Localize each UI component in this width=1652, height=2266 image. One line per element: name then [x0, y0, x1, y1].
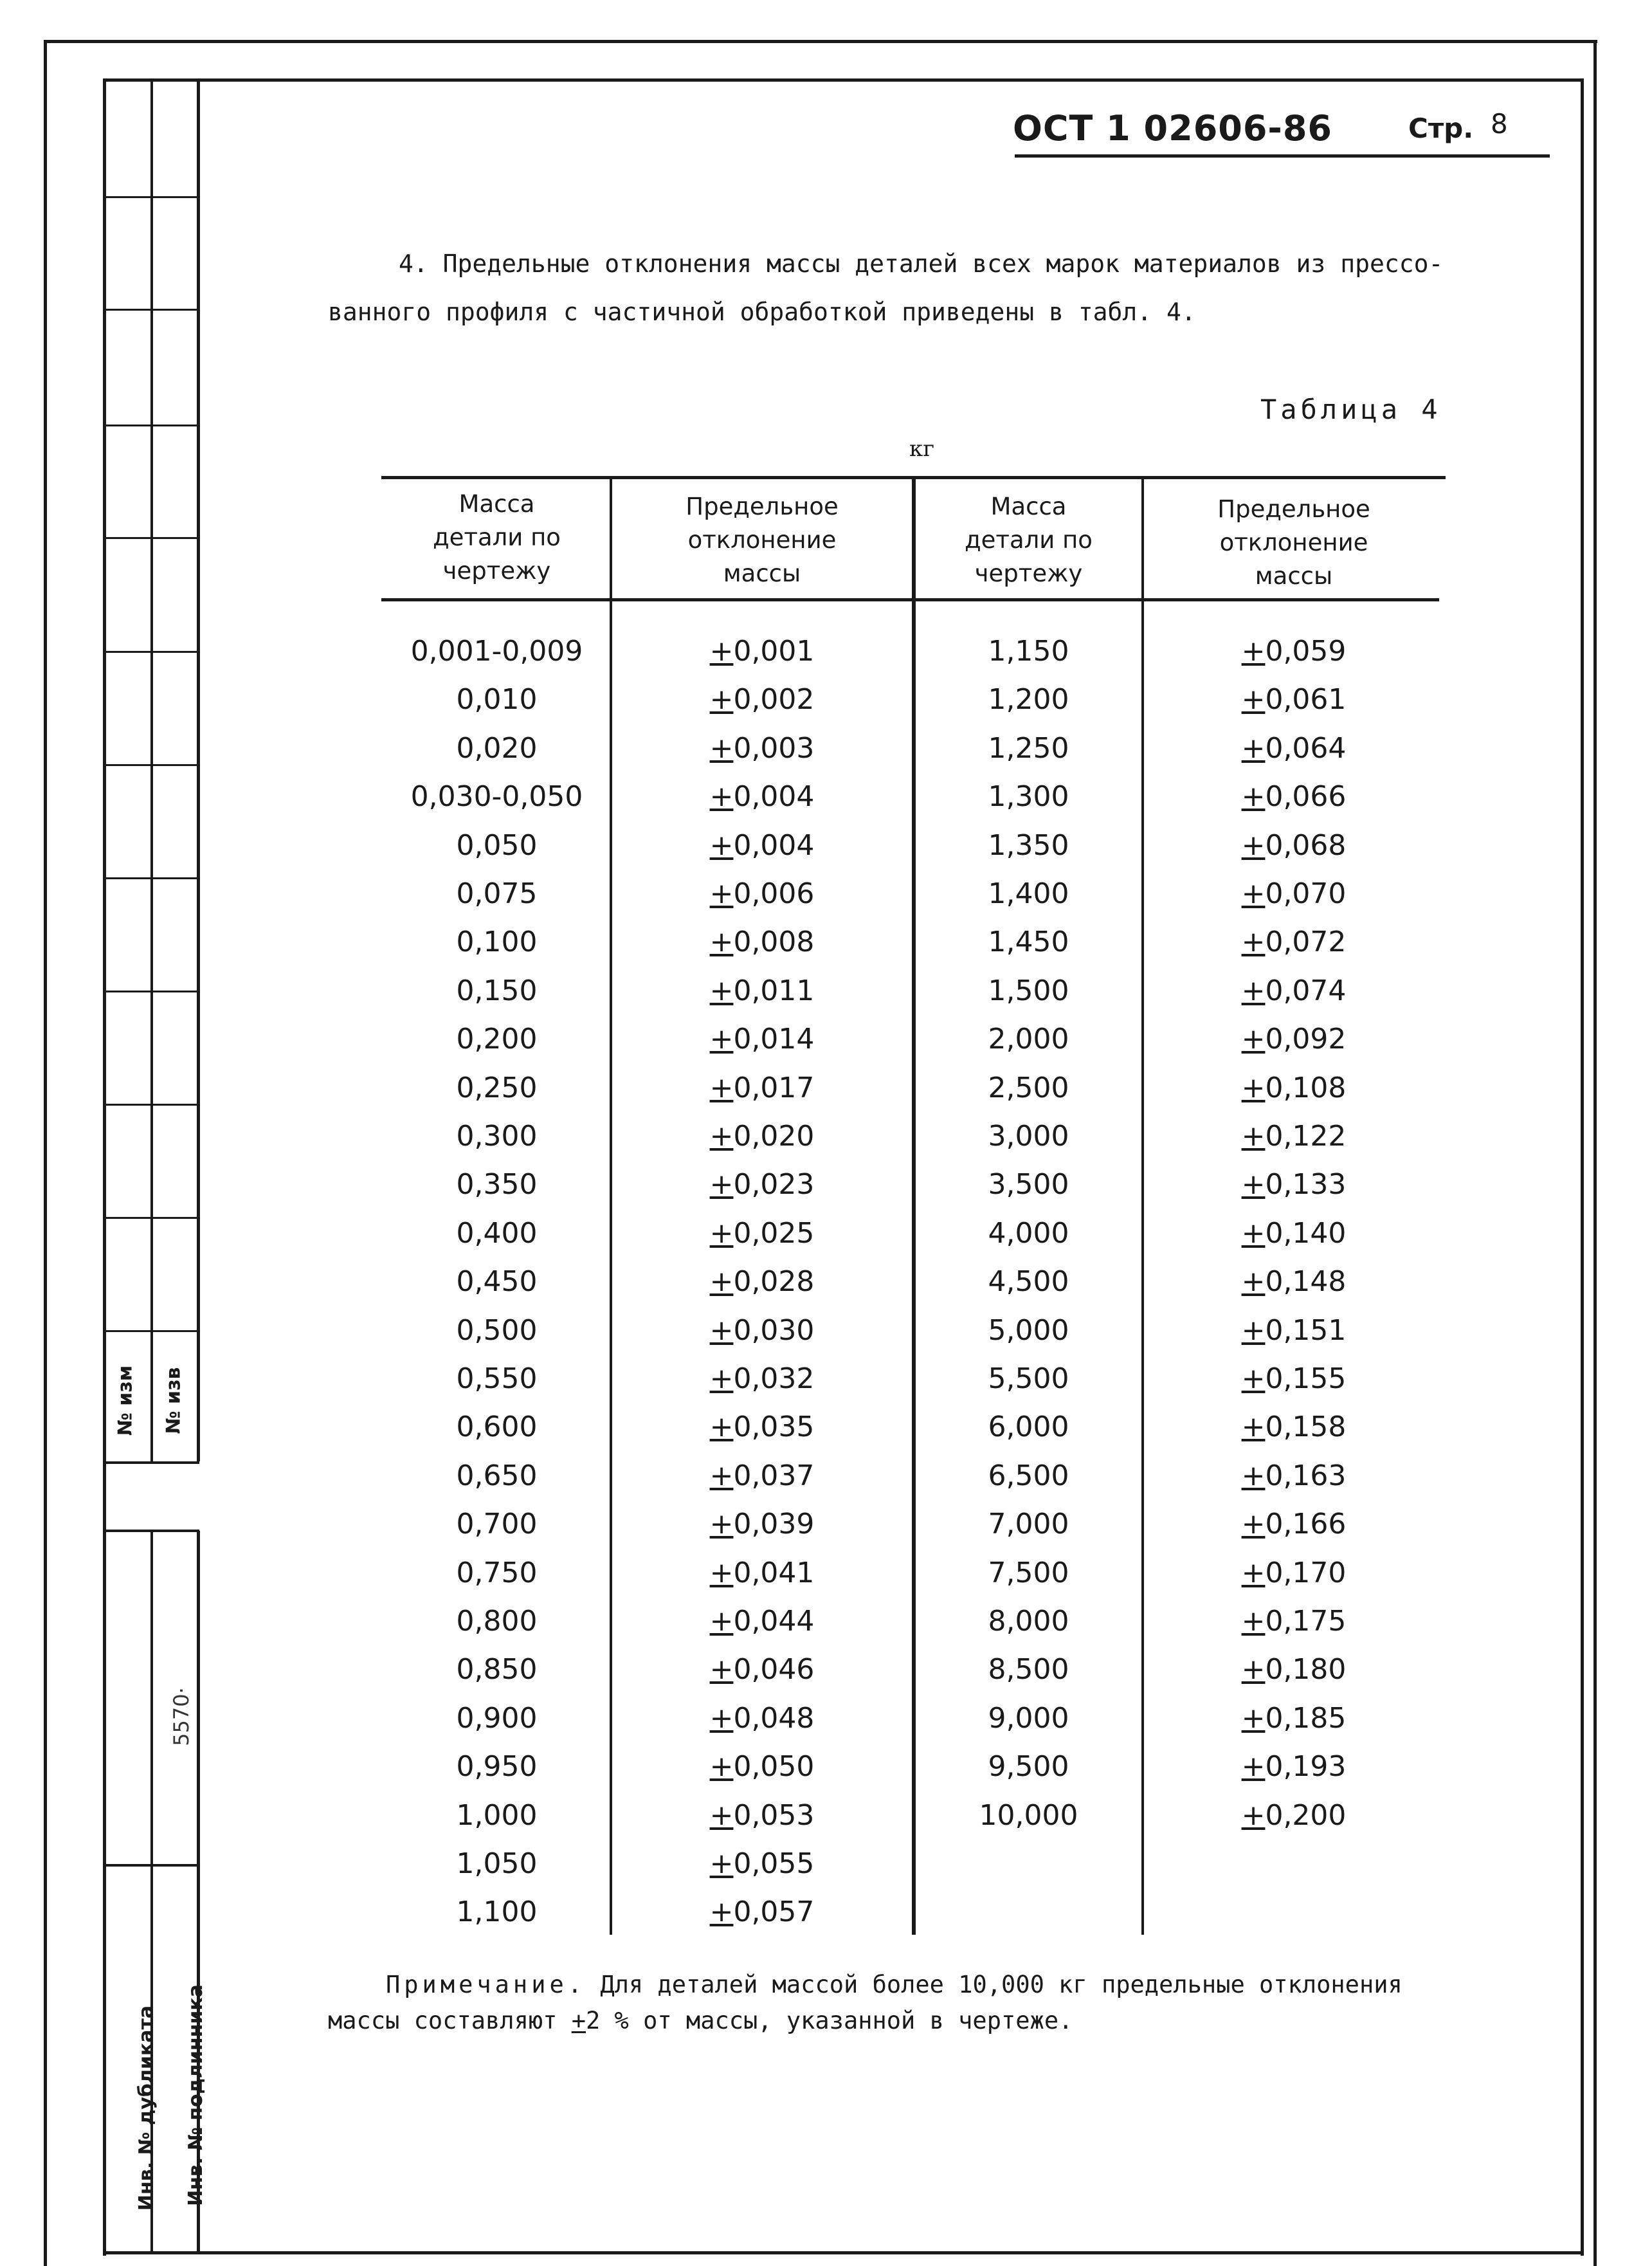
deviation-cell [1146, 772, 1442, 821]
mass-cell: 0,300 [456, 1120, 538, 1153]
label-dub: Инв. № дубликата [135, 2005, 158, 2211]
mass-cell: 0,010 [456, 683, 538, 717]
plus-minus-sign: + [709, 974, 734, 1007]
plus-minus-sign: + [709, 1701, 734, 1735]
strip-tick [103, 1330, 199, 1332]
deviation-cell [614, 1742, 910, 1791]
note-label: Примечание. [386, 1971, 586, 1998]
plus-minus-sign: + [709, 877, 734, 910]
deviation-value: 0,025 [733, 1216, 815, 1250]
deviation-value: 0,003 [733, 731, 815, 765]
deviation-value: 0,053 [733, 1798, 815, 1832]
strip-tick [103, 309, 199, 311]
deviation-value: 0,030 [733, 1313, 815, 1347]
deviation-cell [614, 1597, 910, 1645]
deviation-value: 0,057 [733, 1896, 815, 1929]
plus-minus-sign: + [1241, 1508, 1266, 1541]
mass-cell: 1,000 [456, 1798, 538, 1832]
deviation-value: 0,072 [1265, 926, 1347, 959]
intro-line-1: 4. Предельные отклонения массы деталей всех марок материалов из прессо- [399, 250, 1444, 278]
deviation-value: 0,151 [1265, 1313, 1347, 1347]
inner-frame-right [1581, 78, 1584, 2256]
plus-minus-sign: + [709, 1605, 734, 1638]
plus-minus-sign: + [1241, 1701, 1266, 1735]
plus-minus-sign: + [709, 1750, 734, 1784]
plus-minus-sign: + [1241, 1216, 1266, 1250]
deviation-cell [614, 1500, 910, 1548]
mass-cell: 3,000 [988, 1120, 1069, 1153]
deviation-value: 0,193 [1265, 1750, 1347, 1784]
header-mass-2-line: чертежу [974, 560, 1083, 587]
deviation-cell [1146, 870, 1442, 918]
deviation-value: 0,061 [1265, 683, 1347, 717]
plus-minus-sign: + [1241, 1313, 1266, 1347]
strip-tick [103, 991, 199, 992]
plus-minus-sign: + [1241, 1120, 1266, 1153]
deviation-value: 0,070 [1265, 877, 1347, 910]
mass-cell: 0,050 [456, 828, 538, 862]
plus-minus-sign: + [1241, 1168, 1266, 1202]
plus-minus-sign: + [1241, 1556, 1266, 1589]
deviation-value: 0,035 [733, 1411, 815, 1444]
inner-frame-bottom [103, 2251, 1584, 2254]
table-header-rule [381, 598, 1439, 601]
deviation-value: 0,122 [1265, 1120, 1347, 1153]
mass-cell: 5,500 [988, 1362, 1069, 1395]
stamp-number: 5570· [168, 1687, 194, 1746]
plus-minus-sign: + [709, 731, 734, 765]
header-dev-2 [1146, 493, 1442, 593]
deviation-value: 0,163 [1265, 1459, 1347, 1492]
header-dev-2-line: Предельное [1217, 495, 1370, 523]
deviation-cell [1146, 1500, 1442, 1548]
mass-cell: 1,450 [988, 926, 1069, 959]
deviation-cell [614, 724, 910, 772]
mass-cell: 5,000 [988, 1313, 1069, 1347]
plus-minus-sign: + [709, 828, 734, 862]
mass-cell: 1,150 [988, 635, 1069, 668]
frame-right [1593, 40, 1597, 2266]
plus-minus-sign: + [709, 1168, 734, 1202]
plus-minus-sign: + [709, 926, 734, 959]
label-izv: № изв [162, 1367, 185, 1434]
deviation-value: 0,046 [733, 1653, 815, 1686]
mass-cell: 2,500 [988, 1071, 1069, 1104]
plus-minus-sign: + [709, 1120, 734, 1153]
mass-cell: 0,600 [456, 1411, 538, 1444]
deviation-cell [1146, 821, 1442, 870]
mass-cell: 9,000 [988, 1701, 1069, 1735]
strip-sep [103, 1864, 199, 1867]
deviation-value: 0,074 [1265, 974, 1347, 1007]
mass-cell: 10,000 [979, 1798, 1078, 1832]
mass-cell: 8,500 [988, 1653, 1069, 1686]
header-mass-1-line: чертежу [442, 557, 551, 585]
plus-minus-sign: + [1241, 1459, 1266, 1492]
header-mass-2 [917, 490, 1140, 590]
deviation-value: 0,023 [733, 1168, 815, 1202]
mass-cell: 1,500 [988, 974, 1069, 1007]
mass-cell: 3,500 [988, 1168, 1069, 1202]
mass-cell: 7,500 [988, 1556, 1069, 1589]
note-text: Для деталей массой более 10,000 кг предельные отклонения [586, 1971, 1402, 1998]
deviation-cell [1146, 1791, 1442, 1840]
mass-cell: 0,020 [456, 731, 538, 765]
deviation-value: 0,002 [733, 683, 815, 717]
plus-minus-sign: + [1241, 1071, 1266, 1104]
plus-minus-sign: + [709, 1216, 734, 1250]
frame-left [44, 40, 47, 2266]
deviation-cell [1146, 918, 1442, 966]
deviation-value: 0,055 [733, 1847, 815, 1880]
table-unit: кг [909, 436, 935, 462]
plus-minus-sign: + [1241, 1798, 1266, 1832]
deviation-cell [614, 1840, 910, 1888]
deviation-cell [1146, 1015, 1442, 1063]
deviation-value: 0,170 [1265, 1556, 1347, 1589]
plus-minus-sign: + [1241, 1653, 1266, 1686]
plus-minus-sign: + [1241, 780, 1266, 814]
deviation-cell [614, 1209, 910, 1257]
mass-cell: 0,850 [456, 1653, 538, 1686]
deviation-cell [1146, 675, 1442, 724]
mass-cell: 0,250 [456, 1071, 538, 1104]
plus-minus-sign: + [1241, 828, 1266, 862]
deviation-cell [614, 821, 910, 870]
deviation-cell [614, 1015, 910, 1063]
deviation-value: 0,020 [733, 1120, 815, 1153]
deviation-value: 0,041 [733, 1556, 815, 1589]
plus-minus-sign: + [709, 1847, 734, 1880]
plus-minus-sign: + [709, 635, 734, 668]
plus-minus-sign: + [709, 1411, 734, 1444]
mass-cell: 0,800 [456, 1605, 538, 1638]
header-dev-1-line: Предельное [685, 493, 839, 520]
strip-tick [103, 537, 199, 539]
mass-cell: 0,700 [456, 1508, 538, 1541]
plus-minus-sign: + [709, 1362, 734, 1395]
deviation-cell [614, 1355, 910, 1403]
mass-cell: 6,500 [988, 1459, 1069, 1492]
deviation-value: 0,006 [733, 877, 815, 910]
deviation-value: 0,175 [1265, 1605, 1347, 1638]
deviation-cell [614, 1549, 910, 1597]
header-mass-1-line: Масса [458, 490, 535, 518]
table-col-sep-1 [610, 476, 612, 1935]
plus-minus-sign: + [1241, 683, 1266, 717]
mass-cell: 0,550 [456, 1362, 538, 1395]
deviation-value: 0,066 [1265, 780, 1347, 814]
plus-minus-sign: + [1241, 1750, 1266, 1784]
note-text: массы составляют [328, 2007, 572, 2034]
deviation-cell [614, 1452, 910, 1500]
standard-code: ОСТ 1 02606-86 [1013, 108, 1332, 149]
plus-minus-sign: + [571, 2007, 586, 2034]
mass-cell: 7,000 [988, 1508, 1069, 1541]
plus-minus-sign: + [1241, 877, 1266, 910]
deviation-cell [1146, 1355, 1442, 1403]
header-mass-1 [386, 488, 608, 588]
strip-break-top [103, 1461, 199, 1464]
deviation-value: 0,048 [733, 1701, 815, 1735]
plus-minus-sign: + [1241, 731, 1266, 765]
deviation-value: 0,032 [733, 1362, 815, 1395]
deviation-cell [614, 1160, 910, 1209]
plus-minus-sign: + [709, 1508, 734, 1541]
mass-cell: 4,500 [988, 1265, 1069, 1299]
note-text: 2 % от массы, указанной в чертеже. [585, 2007, 1073, 2034]
deviation-cell [614, 627, 910, 675]
mass-cell: 0,950 [456, 1750, 538, 1784]
deviation-value: 0,064 [1265, 731, 1347, 765]
header-dev-1-line: массы [723, 560, 801, 587]
strip-tick [103, 764, 199, 766]
mass-cell: 0,750 [456, 1556, 538, 1589]
deviation-value: 0,180 [1265, 1653, 1347, 1686]
deviation-cell [614, 772, 910, 821]
deviation-value: 0,017 [733, 1071, 815, 1104]
mass-cell: 0,400 [456, 1216, 538, 1250]
strip-tick [103, 651, 199, 653]
label-izm: № изм [114, 1365, 137, 1436]
plus-minus-sign: + [709, 683, 734, 717]
strip-divider [150, 78, 153, 1461]
strip-tick [103, 196, 199, 198]
deviation-cell [1146, 1112, 1442, 1160]
table-col-sep-3 [1141, 476, 1144, 1935]
table-col-sep-2 [912, 476, 916, 1935]
mass-cell: 0,100 [456, 926, 538, 959]
deviation-cell [614, 1403, 910, 1451]
deviation-cell [614, 1306, 910, 1355]
deviation-cell [1146, 1694, 1442, 1742]
deviation-cell [1146, 1209, 1442, 1257]
plus-minus-sign: + [709, 1798, 734, 1832]
plus-minus-sign: + [709, 1896, 734, 1929]
header-dev-2-line: массы [1255, 562, 1333, 590]
deviation-value: 0,011 [733, 974, 815, 1007]
plus-minus-sign: + [1241, 1362, 1266, 1395]
deviation-value: 0,200 [1265, 1798, 1347, 1832]
plus-minus-sign: + [1241, 926, 1266, 959]
deviation-value: 0,059 [1265, 635, 1347, 668]
deviation-cell [1146, 967, 1442, 1015]
deviation-cell [614, 967, 910, 1015]
deviation-cell [614, 1888, 910, 1936]
mass-cell: 1,400 [988, 877, 1069, 910]
mass-cell: 0,001-0,009 [410, 635, 583, 668]
mass-cell: 6,000 [988, 1411, 1069, 1444]
mass-cell: 1,200 [988, 683, 1069, 717]
deviation-cell [614, 1694, 910, 1742]
deviation-value: 0,108 [1265, 1071, 1347, 1104]
deviation-value: 0,133 [1265, 1168, 1347, 1202]
plus-minus-sign: + [709, 780, 734, 814]
mass-cell: 0,150 [456, 974, 538, 1007]
deviation-value: 0,008 [733, 926, 815, 959]
strip-break-bottom [103, 1530, 199, 1532]
plus-minus-sign: + [709, 1313, 734, 1347]
deviation-cell [1146, 1452, 1442, 1500]
deviation-value: 0,148 [1265, 1265, 1347, 1299]
header-dev-2-line: отклонение [1219, 529, 1368, 556]
deviation-value: 0,185 [1265, 1701, 1347, 1735]
header-mass-1-line: детали по [433, 524, 561, 551]
deviation-cell [614, 870, 910, 918]
plus-minus-sign: + [1241, 1605, 1266, 1638]
deviation-value: 0,004 [733, 828, 815, 862]
deviation-value: 0,140 [1265, 1216, 1347, 1250]
header-dev-1-line: отклонение [687, 526, 837, 554]
mass-cell: 0,650 [456, 1459, 538, 1492]
inner-frame-left [103, 78, 106, 2256]
header-mass-2-line: детали по [965, 526, 1093, 554]
deviation-cell [1146, 1742, 1442, 1791]
mass-cell: 2,000 [988, 1023, 1069, 1056]
deviation-cell [1146, 724, 1442, 772]
mass-cell: 0,500 [456, 1313, 538, 1347]
deviation-cell [614, 675, 910, 724]
deviation-cell [614, 1257, 910, 1306]
plus-minus-sign: + [709, 1071, 734, 1104]
mass-cell: 0,200 [456, 1023, 538, 1056]
strip-edge [197, 78, 200, 1461]
strip-tick [103, 1217, 199, 1219]
header-underline [1015, 154, 1550, 158]
deviation-value: 0,050 [733, 1750, 815, 1784]
page-label: Стр. [1408, 113, 1474, 144]
note-line-1 [328, 1967, 1473, 2003]
deviation-value: 0,092 [1265, 1023, 1347, 1056]
deviation-value: 0,068 [1265, 828, 1347, 862]
deviation-cell [1146, 1257, 1442, 1306]
page-number: 8 [1491, 108, 1508, 140]
deviation-value: 0,166 [1265, 1508, 1347, 1541]
label-podl: Инв. № подлинника [184, 1984, 207, 2206]
strip-tick [103, 877, 199, 879]
deviation-cell [1146, 627, 1442, 675]
mass-cell: 1,350 [988, 828, 1069, 862]
mass-cell: 0,030-0,050 [410, 780, 583, 814]
plus-minus-sign: + [1241, 635, 1266, 668]
deviation-cell [614, 1645, 910, 1694]
plus-minus-sign: + [1241, 1265, 1266, 1299]
deviation-value: 0,014 [733, 1023, 815, 1056]
header-dev-1 [614, 490, 910, 590]
deviation-cell [614, 1791, 910, 1840]
header-mass-2-line: Масса [990, 493, 1067, 520]
frame-top [44, 40, 1597, 43]
intro-line-2: ванного профиля с частичной обработкой приведены в табл. 4. [328, 298, 1196, 326]
deviation-value: 0,039 [733, 1508, 815, 1541]
plus-minus-sign: + [1241, 1411, 1266, 1444]
mass-cell: 1,300 [988, 780, 1069, 814]
deviation-value: 0,001 [733, 635, 815, 668]
deviation-cell [1146, 1306, 1442, 1355]
mass-cell: 9,500 [988, 1750, 1069, 1784]
mass-cell: 0,900 [456, 1701, 538, 1735]
deviation-cell [614, 1064, 910, 1112]
strip-tick [103, 1104, 199, 1106]
deviation-value: 0,004 [733, 780, 815, 814]
mass-cell: 0,075 [456, 877, 538, 910]
deviation-cell [1146, 1597, 1442, 1645]
plus-minus-sign: + [709, 1023, 734, 1056]
mass-cell: 0,350 [456, 1168, 538, 1202]
strip-tick [103, 425, 199, 426]
plus-minus-sign: + [709, 1459, 734, 1492]
mass-cell: 8,000 [988, 1605, 1069, 1638]
deviation-cell [1146, 1645, 1442, 1694]
inner-frame-top [103, 78, 1583, 82]
mass-cell: 1,050 [456, 1847, 538, 1880]
note [328, 1967, 1473, 2039]
mass-cell: 1,100 [456, 1896, 538, 1929]
deviation-cell [1146, 1160, 1442, 1209]
mass-cell: 4,000 [988, 1216, 1069, 1250]
note-line-2 [328, 2003, 1473, 2039]
deviation-cell [1146, 1549, 1442, 1597]
plus-minus-sign: + [709, 1556, 734, 1589]
deviation-value: 0,037 [733, 1459, 815, 1492]
deviation-value: 0,155 [1265, 1362, 1347, 1395]
deviation-value: 0,028 [733, 1265, 815, 1299]
deviation-value: 0,158 [1265, 1411, 1347, 1444]
deviation-value: 0,044 [733, 1605, 815, 1638]
table-caption: Таблица 4 [1260, 394, 1442, 425]
plus-minus-sign: + [709, 1265, 734, 1299]
deviation-cell [614, 918, 910, 966]
plus-minus-sign: + [1241, 974, 1266, 1007]
deviation-cell [614, 1112, 910, 1160]
plus-minus-sign: + [709, 1653, 734, 1686]
deviation-cell [1146, 1064, 1442, 1112]
mass-cell: 1,250 [988, 731, 1069, 765]
plus-minus-sign: + [1241, 1023, 1266, 1056]
mass-cell: 0,450 [456, 1265, 538, 1299]
deviation-cell [1146, 1403, 1442, 1451]
